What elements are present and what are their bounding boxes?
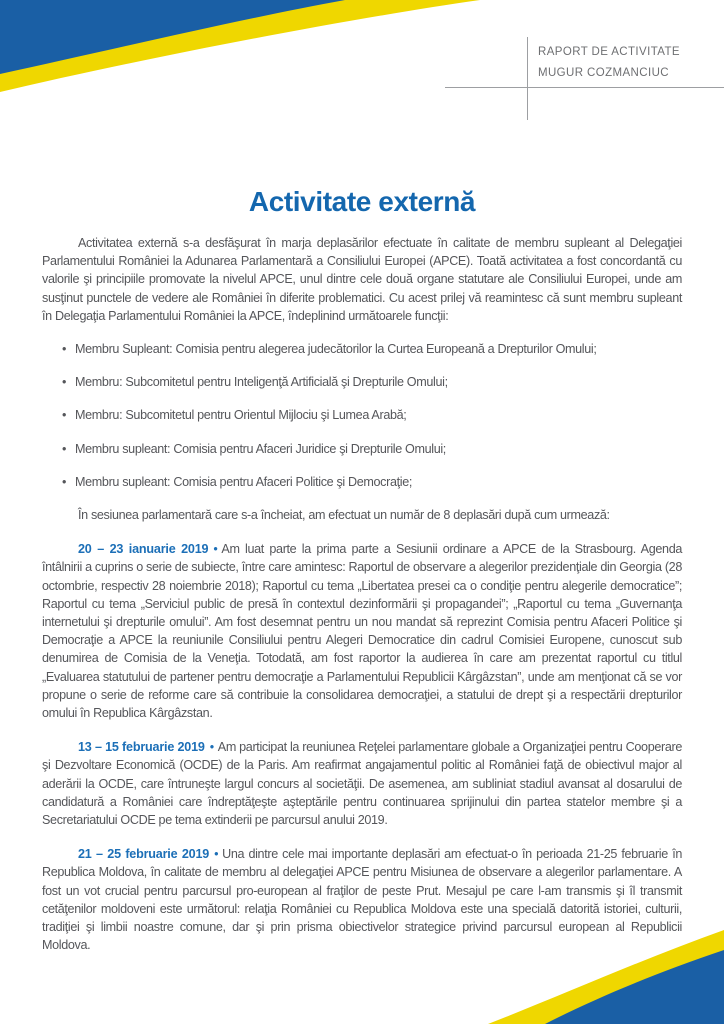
bullet-icon: • (62, 408, 67, 423)
report-author: MUGUR COZMANCIUC (538, 67, 669, 79)
bullet-icon: • (62, 474, 67, 489)
membership-item (62, 406, 682, 424)
lead-in-paragraph: În sesiunea parlamentară care s-a încheiat, am efectuat un număr de 8 deplasări după cum urmează: (78, 508, 610, 523)
membership-item (62, 340, 682, 358)
page-title: Activitate externă (248, 186, 476, 217)
entry-separator-icon: • (214, 847, 219, 862)
activity-entry (42, 540, 682, 722)
membership-item (62, 440, 682, 458)
bullet-icon: • (62, 441, 67, 456)
activity-entry (42, 738, 682, 829)
membership-label: Membru supleant: Comisia pentru Afaceri Juridice şi Drepturile Omului; (75, 441, 446, 456)
membership-label: Membru: Subcomitetul pentru Orientul Mijlociu şi Lumea Arabă; (75, 408, 407, 423)
document-content (42, 0, 682, 955)
entry-date: 20 – 23 ianuarie 2019 (78, 542, 209, 557)
entry-date: 21 – 25 februarie 2019 (78, 847, 210, 862)
activity-entry (42, 845, 682, 954)
bullet-icon: • (62, 342, 67, 357)
entry-text: Am luat parte la prima parte a Sesiunii ordinare a APCE de la Strasbourg. Agenda întâlnirii a cuprins o serie de subiecte, între care amintesc: Raportul de observare a alegerilor prezidenţiale din Georgia (28 octombrie, respectiv 28 noiembrie 2018); Raportul cu tema „Libertatea presei ca o condiţie pentru alegerile democratice”; Raportul cu tema „Serviciul public de presă în contextul dezinformării şi propagandei”; „Raportul cu tema „Guvernanţa internetului şi drepturile omului”. Am fost desemnat pentru un nou mandat să reprezint Comisia pentru Afaceri Politice şi Democraţie a APCE la reuniunile Consiliului pentru Alegeri Democratice din cadrul Comisiei Europene, cunoscut sub denumirea de Comisia de la Veneţia. Totodată, am fost raportor la audierea în care am prezentat raportul cu titlul „Evaluarea statutului de partener pentru democraţie a Parlamentului Republicii Kârgâzstan”, unde am menţionat că se vor propune o serie de reforme care să contribuie la consolidarea democraţiei, a statului de drept şi a respectării drepturilor omului în Republica Kârgâzstan. (42, 542, 682, 721)
membership-label: Membru: Subcomitetul pentru Inteligenţă Artificială şi Drepturile Omului; (75, 375, 448, 390)
membership-item (62, 373, 682, 391)
entry-text: Am participat la reuniunea Reţelei parlamentare globale a Organizaţiei pentru Cooperare şi Dezvoltare Economică (OCDE) de la Paris. Am reafirmat angajamentul politic al României faţă de obiectivul major al aderării la OCDE, care întruneşte largul concurs al societăţii. De asemenea, am subliniat stadiul avansat al dosarului de candidatură a României care îndreptăţeşte aşteptările pentru continuarea sprijinului din partea statelor membre şi a Secretariatului OCDE pe tema extinderii pe parcursul anului 2019. (42, 740, 682, 828)
report-title: RAPORT DE ACTIVITATE (538, 46, 680, 58)
entry-separator-icon: • (213, 542, 218, 557)
entry-date: 13 – 15 februarie 2019 (78, 740, 205, 755)
membership-item (62, 473, 682, 491)
entry-text: Una dintre cele mai importante deplasări am efectuat-o în perioada 21-25 februarie în Republica Moldova, în calitate de membru al delegaţiei APCE pentru Misiunea de observare a alegerilor parlamentare. A fost un vot crucial pentru parcursul pro-european al fraţilor de peste Prut. Mesajul pe care l-am transmis şi îl transmit cetăţenilor moldoveni este următorul: relaţia României cu Republica Moldova este una specială datorită istoriei, culturii, tradiţiei şi limbii noastre comune, dar şi prin prisma obiectivelor strategice privind parcursul european al Republicii Moldova. (42, 847, 682, 953)
membership-label: Membru Supleant: Comisia pentru alegerea judecătorilor la Curtea Europeană a Drepturilor Omului; (75, 342, 597, 357)
membership-label: Membru supleant: Comisia pentru Afaceri Politice şi Democraţie; (75, 474, 413, 489)
intro-paragraph: Activitatea externă s-a desfăşurat în marja deplasărilor efectuate în calitate de membru supleant al Delegaţiei Parlamentului României la Adunarea Parlamentară a Consiliului Europei (APCE). Toată activitatea a fost concordantă cu valorile şi principiile promovate la nivelul APCE, unul dintre cele două organe statutare ale Consiliului Europei, unde am susţinut punctele de vedere ale României în diferite problematici. Cu acest prilej vă reamintesc că sunt membru supleant în Delegaţia Parlamentului României la APCE, îndeplinind următoarele funcţii: (42, 236, 682, 323)
membership-list (42, 340, 682, 491)
entry-separator-icon: • (209, 740, 214, 755)
bullet-icon: • (62, 375, 67, 390)
